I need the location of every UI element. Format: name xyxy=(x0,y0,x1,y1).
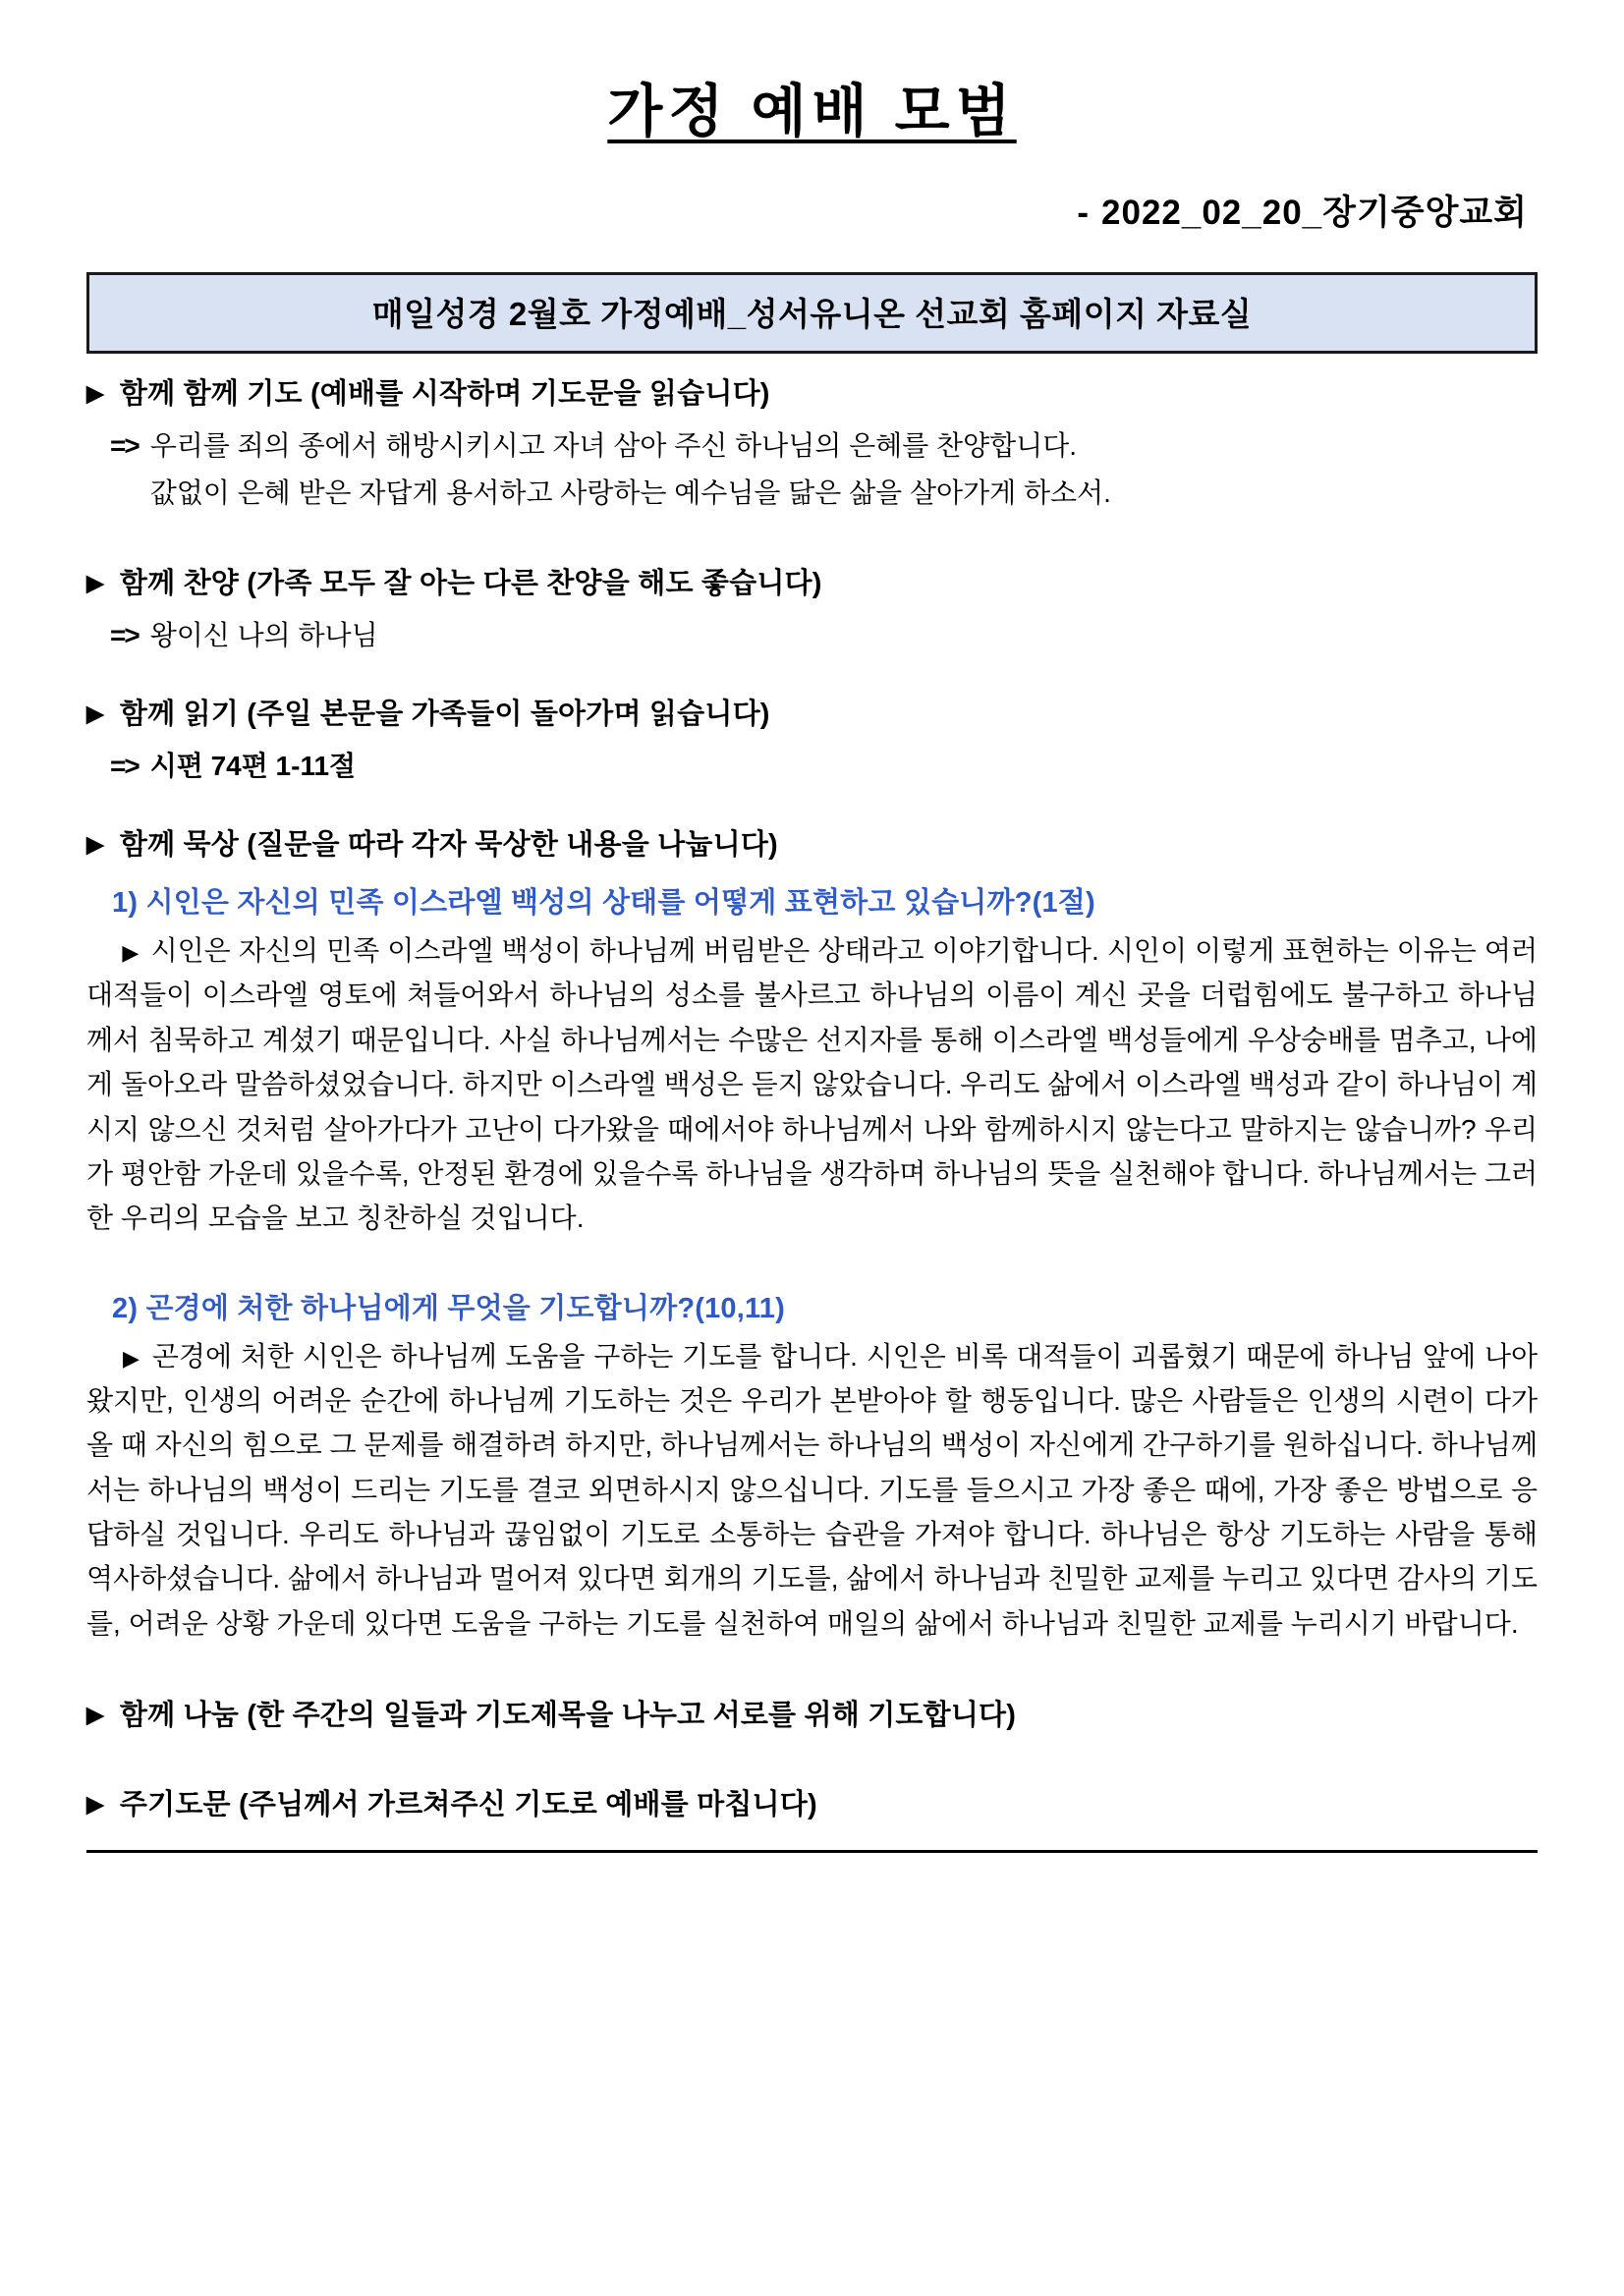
footer-divider xyxy=(86,1850,1538,1853)
section-heading-label: 함께 함께 기도 (예배를 시작하며 기도문을 읽습니다) xyxy=(119,377,770,410)
triangle-bullet-icon: ▶ xyxy=(86,1702,104,1728)
arrow-icon: => xyxy=(110,429,139,461)
section-sharing xyxy=(86,1697,1538,1735)
page-title: 가정 예배 모범 xyxy=(607,80,1017,143)
section-heading-label: 함께 나눔 (한 주간의 일들과 기도제목을 나누고 서로를 위해 기도합니다) xyxy=(119,1700,1017,1732)
triangle-bullet-icon: ▶ xyxy=(122,1345,140,1371)
triangle-bullet-icon: ▶ xyxy=(86,830,104,857)
prayer-line-2: 값없이 은혜 받은 자답게 용서하고 사랑하는 예수님을 닮은 삶을 살아가게 하소서. xyxy=(149,476,1111,508)
section-body xyxy=(86,746,1538,787)
section-reading xyxy=(86,696,1538,787)
meditation-answer-1-text: 시인은 자신의 민족 이스라엘 백성이 하나님께 버림받은 상태라고 이야기합니다. 시인이 이렇게 표현하는 이유는 여러 대적들이 이스라엘 영토에 쳐들어와서 하나님의 성소를 불사르고 하나님의 이름이 계신 곳을 더럽힘에도 불구하고 하나님께서 침묵하고 계셨기 때문입니다. 사실 하나님께서는 수많은 선지자를 통해 이스라엘 백성들에게 우상숭배를 멈추고, 나에게 돌아오라 말씀하셨었습니다. 하지만 이스라엘 백성은 듣지 않았습니다. 우리도 삶에서 이스라엘 백성과 같이 하나님이 계시지 않으신 것처럼 살아가다가 고난이 다가왔을 때에서야 하나님께서 나와 함께하시지 않는다고 말하지는 않습니까? 우리가 평안함 가운데 있을수록, 안정된 환경에 있을수록 하나님을 생각하며 하나님의 뜻을 실천해야 합니다. 하나님께서는 그러한 우리의 모습을 보고 칭찬하실 것입니다. xyxy=(86,935,1538,1234)
triangle-bullet-icon: ▶ xyxy=(86,569,104,595)
section-heading-label: 주기도문 (주님께서 가르쳐주신 기도로 예배를 마칩니다) xyxy=(119,1789,817,1821)
section-body-text xyxy=(150,425,1111,514)
section-heading xyxy=(86,1786,1538,1824)
section-meditation xyxy=(86,826,1538,1646)
section-heading-label: 함께 찬양 (가족 모두 잘 아는 다른 찬양을 해도 좋습니다) xyxy=(119,567,822,599)
triangle-bullet-icon: ▶ xyxy=(86,379,104,406)
triangle-bullet-icon: ▶ xyxy=(86,1791,104,1818)
section-heading xyxy=(86,1697,1538,1735)
scripture-reference: 시편 74편 1-11절 xyxy=(149,750,357,781)
section-body xyxy=(86,425,1538,514)
section-heading-label: 함께 읽기 (주일 본문을 가족들이 돌아가며 읽습니다) xyxy=(119,698,770,730)
section-heading-label: 함께 묵상 (질문을 따라 각자 묵상한 내용을 나눕니다) xyxy=(119,828,778,861)
section-lords-prayer xyxy=(86,1786,1538,1824)
section-heading xyxy=(86,375,1538,414)
arrow-icon: => xyxy=(110,750,139,781)
triangle-bullet-icon: ▶ xyxy=(122,940,140,966)
meditation-answer-1 xyxy=(86,928,1538,1241)
document-subtitle xyxy=(86,186,1528,235)
arrow-icon: => xyxy=(110,619,139,650)
praise-song-title: 왕이신 나의 하나님 xyxy=(149,619,378,650)
section-heading xyxy=(86,826,1538,865)
subtitle-text: 2022_02_20_장기중앙교회 xyxy=(1101,193,1528,232)
subtitle-dash: - xyxy=(1077,193,1091,232)
source-banner: 매일성경 2월호 가정예배_성서유니온 선교회 홈페이지 자료실 xyxy=(86,272,1538,354)
triangle-bullet-icon: ▶ xyxy=(86,700,104,726)
section-heading xyxy=(86,565,1538,603)
meditation-answer-2-text: 곤경에 처한 시인은 하나님께 도움을 구하는 기도를 합니다. 시인은 비록 대적들이 괴롭혔기 때문에 하나님 앞에 나아왔지만, 인생의 어려운 순간에 하나님께 기도하는 것은 우리가 본받아야 할 행동입니다. 많은 사람들은 인생의 시련이 다가올 때 자신의 힘으로 그 문제를 해결하려 하지만, 하나님께서는 하나님의 백성이 자신에게 간구하기를 원하십니다. 하나님께서는 하나님의 백성이 드리는 기도를 결코 외면하시지 않으십니다. 기도를 들으시고 가장 좋은 때에, 가장 좋은 방법으로 응답하실 것입니다. 우리도 하나님과 끊임없이 기도로 소통하는 습관을 가져야 합니다. 하나님은 항상 기도하는 사람을 통해 역사하셨습니다. 삶에서 하나님과 멀어져 있다면 회개의 기도를, 삶에서 하나님과 친밀한 교제를 누리고 있다면 감사의 기도를, 어려운 상황 가운데 있다면 도움을 구하는 기도를 실천하여 매일의 삶에서 하나님과 친밀한 교제를 누리시기 바랍니다. xyxy=(86,1340,1538,1639)
section-prayer-open xyxy=(86,375,1538,514)
meditation-answer-2 xyxy=(86,1334,1538,1647)
meditation-question-1: 1) 시인은 자신의 민족 이스라엘 백성의 상태를 어떻게 표현하고 있습니까?(1절) xyxy=(112,887,1095,920)
section-body xyxy=(86,615,1538,656)
section-heading xyxy=(86,696,1538,734)
meditation-question-2: 2) 곤경에 처한 하나님에게 무엇을 기도합니까?(10,11) xyxy=(112,1292,785,1324)
prayer-line-1: 우리를 죄의 종에서 해방시키시고 자녀 삼아 주신 하나님의 은혜를 찬양합니다. xyxy=(149,429,1078,461)
section-praise xyxy=(86,565,1538,656)
